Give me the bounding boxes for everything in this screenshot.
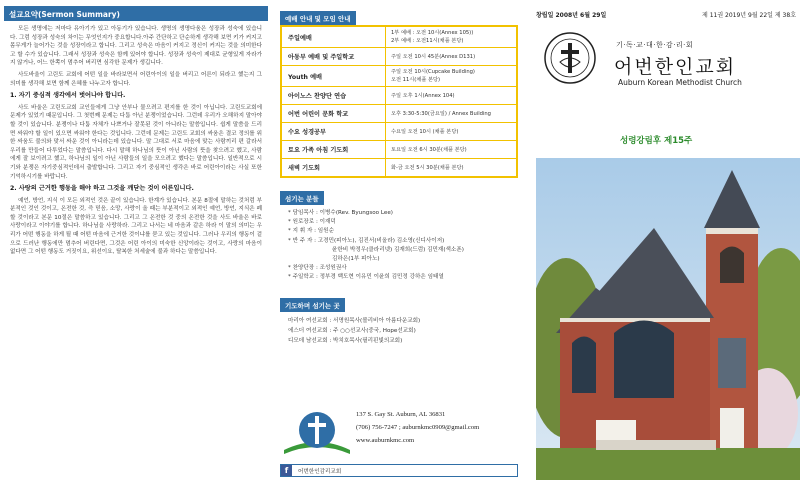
staff-header: 섬기는 분들 xyxy=(280,191,324,205)
schedule-time-line: 주일 오전 10시 45분(Annex D131) xyxy=(391,53,476,60)
schedule-row xyxy=(282,87,516,105)
schedule-table xyxy=(280,25,518,178)
schedule-row xyxy=(282,123,516,141)
schedule-row xyxy=(282,141,516,159)
info-column xyxy=(280,6,518,480)
sermon-heading: 2. 사랑의 근거한 행동을 해야 하고 그것을 깨닫는 것이 어른입니다. xyxy=(10,185,194,193)
sermon-heading: 1. 자기 중심적 생각에서 벗어나야 합니다. xyxy=(10,92,126,100)
sermon-paragraph: 사도 바울은 고린도교회 교인들에게 그냥 안부나 물으려고 편지를 한 것이 아닙니다. 고린도교회에 문제가 있었기 때문입니다. 그 첫번째 문제는 다툼 아닌 분쟁이었습니다. 그런데 우리가 오해하지 말아야 할 것이 있습니다. 분쟁이나 다툼 자체가 나쁘거나 잘못된 것이 아니라는 말씀입니다. 쉽게 말씀을 드리면 싸워야 할 일이 있으면 싸워야 한다는 것입니다. 그런데 문제는 고린도 교회의 싸움은 결코 정의를 위한 싸움도 불의와 맞서 싸운 것이 아니라는데 있습니다. 말 그대로 서로 마음에 맞는 사람끼리 편 갈라서 우리를 만들어 다투었다는 말씀입니다. 다시 말해 하나님의 뜻이 아닌 사람의 뜻을 찾으려고 했고, 사람에게 잘 보이려고 했고, 하나님의 일이 아닌 사람들의 일을 모으려고 했다는 말씀입니다. 일반적으로 시기와 분쟁은 자기중심적인데서 출발합니다. 그리고 자기 중심적인 생각은 바로 어린아이라는 사실 또한 기억하시기를 바랍니다. xyxy=(10,104,262,180)
schedule-time-line: 오후 3:30-5:30(금요일) / Annex Building xyxy=(391,110,491,117)
schedule-event-name: Youth 예배 xyxy=(282,66,386,86)
sermon-summary-column xyxy=(4,6,268,480)
schedule-time-line: 토요일 오전 6시 30분(채플 본당) xyxy=(391,146,467,153)
prayer-section xyxy=(280,293,518,350)
staff-line: * 담임목사 : 이병수(Rev. Byungsoo Lee) xyxy=(288,210,393,216)
schedule-time-line: 2부 예배 : 오전11시(채플 본당) xyxy=(391,38,464,44)
staff-line: * 반 주 자 : 고경민(피아노), 김진서(비올라) 김소영(신디사이저) xyxy=(288,237,445,244)
prayer-line: 마리아 여선교회 : 서명원목사(볼리비아 아름다운교회) xyxy=(288,317,421,324)
staff-line: 윤한비 박정우(클라리넷) 김재희(드럼) 김민재(색소폰) xyxy=(332,246,464,253)
schedule-event-times xyxy=(386,48,516,65)
church-name-english: Auburn Korean Methodist Church xyxy=(618,78,742,87)
church-building-photo xyxy=(536,158,800,480)
schedule-row xyxy=(282,105,516,123)
staff-line: * 찬양단장 : 조성원권사 xyxy=(288,265,347,272)
schedule-time-line: 주일 오전 10시(Cupcake Building) xyxy=(391,69,475,75)
church-cross-logo-icon xyxy=(282,406,352,456)
sermon-paragraph: 예언, 방언, 지식 이 모든 외적인 것은 끝이 있습니다. 한계가 있습니다. 본문 8절에 말하는 것처럼 부분적인 것인 것이고, 온전한 것, 즉 믿음, 소망, 사랑이 올 때는 부분적이고 외적인 예언, 방언, 지식은 폐할 것이라고 본문 10절은 말씀하고 있습니다. 그리고 그 온전한 것 중의 온전한 것을 사도 바울은 바로 사랑이라고 이야기를 합니다. 하나님을 사랑하라. 그리고 나서는 네 마음과 같은 하라 이 말의 의미는 우리가 어떤 행동을 하게 될 때 어떤 마음에 근거한 것이냐를 묻고 있는 것입니다. 그러나 우리의 행동이 겉으로 드러난 행동에만 멈추어 버린다면, 그것은 어린 아이의 미숙한 신앙이라는 것이고, 사랑의 마음이 없다면 그 어떤 행동도 거짓이요, 위선이요, 탈복한 처세술에 불과 하다는 말씀입니다. xyxy=(10,197,262,256)
schedule-row xyxy=(282,27,516,48)
sermon-paragraph: 모든 생명에는 저마다 유아기가 있고 아동기가 있습니다. 생명의 생명다움은 성장과 성숙에 있습니다. 그럼 성장과 성숙의 차이는 무엇인지가 중요합니다.아주 간단하고 단순하게 생각해 보면 키가 커지고 몸무게가 늘어가는 것을 성장이라고 합니다. 그리고 성숙은 마음이 커지고 정신이 커지는 것을 의미한다고 할 수가 있습니다. 그래서 성장과 성숙은 함께 있어야 합니다. 성장과 성숙이 제대로 균형있게 자라가지 않거나, 어느 한쪽이 멈추어 버리면 심각한 문제가 생깁니다. xyxy=(10,26,262,67)
denomination-slogan: 기·독·교·대·한·감·리·회 xyxy=(616,41,694,49)
schedule-time-line: 화-금 오전 5시 30분(채플 본당) xyxy=(391,164,464,171)
schedule-row xyxy=(282,66,516,87)
schedule-header: 예배 안내 및 모임 안내 xyxy=(280,11,356,25)
liturgical-season: 성령강림후 제15주 xyxy=(620,136,693,146)
schedule-event-name: 새벽 기도회 xyxy=(282,159,386,176)
address-text: 137 S. Gay St. Auburn, AL 36831 xyxy=(356,411,446,418)
schedule-time-line: 오전 11시(채플 본당) xyxy=(391,77,441,83)
prayer-line: 디모데 남선교회 : 박치호목사(필리핀빛의교회) xyxy=(288,337,403,344)
prayer-list xyxy=(280,312,518,350)
schedule-event-times xyxy=(386,87,516,104)
issue-info: 제 11권 2019년 9월 22일 제 38호 xyxy=(701,12,796,19)
staff-section xyxy=(280,186,518,287)
schedule-row xyxy=(282,48,516,66)
schedule-event-name: 아이노스 찬양단 연습 xyxy=(282,87,386,104)
staff-line: * 원로장로 : 이재덕 xyxy=(288,219,336,226)
schedule-event-name: 수요 성경공부 xyxy=(282,123,386,140)
prayer-line: 에스더 여선교회 : 주 ○○선교사(중국, Hope선교회) xyxy=(288,327,416,334)
prayer-header: 기도하며 섬기는 곳 xyxy=(280,298,345,312)
staff-line: * 지 휘 자 : 임원순 xyxy=(288,228,334,235)
schedule-event-name: 아동부 예배 및 주일학교 xyxy=(282,48,386,65)
church-name-korean: 어번한인교회 xyxy=(614,56,737,78)
facebook-icon: f xyxy=(281,465,292,476)
cover-column xyxy=(532,0,800,485)
staff-line: * 주일학교 : 정부경 백도현 이유민 이윤희 김민정 강하은 임태열 xyxy=(288,274,444,281)
schedule-event-times xyxy=(386,123,516,140)
contact-block xyxy=(280,402,518,462)
methodist-emblem-icon xyxy=(544,32,596,84)
staff-line: 김하은(1부 피아노) xyxy=(332,256,380,263)
schedule-event-times xyxy=(386,105,516,122)
staff-list xyxy=(280,205,518,287)
schedule-event-times xyxy=(386,27,516,47)
facebook-bar[interactable] xyxy=(280,464,518,477)
schedule-event-name: 주일예배 xyxy=(282,27,386,47)
established-date: 창립일 2008년 6월 29일 xyxy=(536,12,607,19)
schedule-event-name: 어번 어린이 문화 학교 xyxy=(282,105,386,122)
schedule-event-times xyxy=(386,141,516,158)
sermon-summary-header: 설교요약(Sermon Summary) xyxy=(4,6,268,21)
facebook-page-name: 어번한인감리교회 xyxy=(298,468,342,475)
phone-email-text: (706) 756-7247 ; auburnkmc0909@gmail.com xyxy=(356,424,480,431)
schedule-event-times xyxy=(386,159,516,176)
schedule-event-name: 토요 가족 아침 기도회 xyxy=(282,141,386,158)
schedule-time-line: 주일 오후 1시(Annex 104) xyxy=(391,92,455,99)
sermon-paragraph: 사도바울이 고린도 교회에 어떤 일을 바라보면서 어린아이의 일을 버리고 어른이 되라고 했는지 그 의미를 생각해 보면 함께 은혜를 나누고자 합니다. xyxy=(10,71,262,87)
schedule-event-times xyxy=(386,66,516,86)
sermon-summary-body xyxy=(4,21,268,257)
schedule-time-line: 수요일 오전 10시 (채플 본당) xyxy=(391,128,459,135)
website-link[interactable]: www.auburnkmc.com xyxy=(356,437,415,444)
contact-lines xyxy=(356,408,479,447)
schedule-time-line: 1부 예배 : 오전 10시(Annex 105)) xyxy=(391,30,474,36)
schedule-row xyxy=(282,159,516,176)
